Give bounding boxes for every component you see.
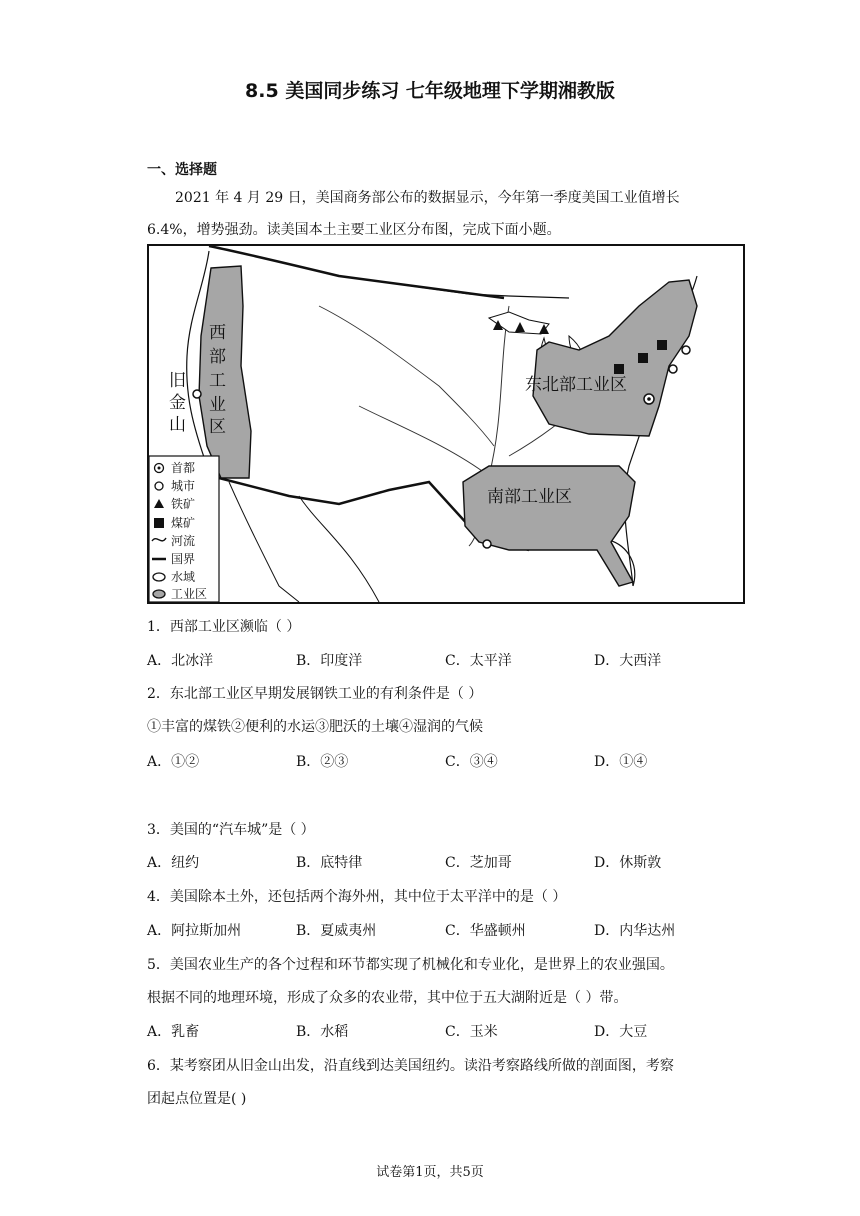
q4-option-d[interactable]: D．内华达州 xyxy=(594,923,676,939)
question-5-cont: 根据不同的地理环境，形成了众多的农业带，其中位于五大湖附近是（ ）带。 xyxy=(147,990,628,1006)
coal-icon xyxy=(614,364,624,374)
legend-industry: 工业区 xyxy=(171,587,208,601)
page-title: 8.5 美国同步练习 七年级地理下学期湘教版 xyxy=(245,80,615,102)
q3-option-a[interactable]: A．纽约 xyxy=(147,855,200,871)
west-label-5: 区 xyxy=(209,417,226,437)
intro-line-2: 6.4%，增势强劲。读美国本土主要工业区分布图，完成下面小题。 xyxy=(147,222,561,238)
question-6-cont: 团起点位置是( ) xyxy=(147,1091,247,1107)
coal-icon xyxy=(657,340,667,350)
question-4: 4．美国除本土外，还包括两个海外州，其中位于太平洋中的是（ ） xyxy=(147,889,567,905)
legend-industry-icon xyxy=(153,590,165,598)
q3-option-d[interactable]: D．休斯敦 xyxy=(594,855,662,871)
q3-option-b[interactable]: B．底特律 xyxy=(296,855,363,871)
q2-option-c[interactable]: C．③④ xyxy=(445,754,498,770)
city-label-2: 金 xyxy=(169,393,186,413)
q5-option-c[interactable]: C．玉米 xyxy=(445,1024,498,1040)
q4-option-c[interactable]: C．华盛顿州 xyxy=(445,923,526,939)
city-icon xyxy=(682,346,690,354)
west-label-2: 部 xyxy=(209,347,226,367)
q3-option-c[interactable]: C．芝加哥 xyxy=(445,855,512,871)
section-heading: 一、选择题 xyxy=(147,162,217,178)
city-label-3: 山 xyxy=(169,415,186,435)
q4-option-b[interactable]: B．夏威夷州 xyxy=(296,923,377,939)
region-northeast xyxy=(533,280,697,436)
west-label-1: 西 xyxy=(209,323,226,343)
region-south xyxy=(463,466,635,586)
city-label-1: 旧 xyxy=(169,371,186,391)
map-legend xyxy=(149,456,219,602)
city-icon xyxy=(669,365,677,373)
legend-water: 水域 xyxy=(171,570,196,584)
q1-option-a[interactable]: A．北冰洋 xyxy=(147,653,214,669)
legend-city-icon xyxy=(155,482,163,490)
intro-line-1: 2021 年 4 月 29 日，美国商务部公布的数据显示，今年第一季度美国工业值增长 xyxy=(175,190,680,206)
map-drawing xyxy=(149,246,743,602)
question-2: 2．东北部工业区早期发展钢铁工业的有利条件是（ ） xyxy=(147,686,483,702)
question-6: 6．某考察团从旧金山出发，沿直线到达美国纽约。读沿考察路线所做的剖面图，考察 xyxy=(147,1058,674,1074)
q4-option-a[interactable]: A．阿拉斯加州 xyxy=(147,923,242,939)
q5-option-d[interactable]: D．大豆 xyxy=(594,1024,648,1040)
south-label: 南部工业区 xyxy=(487,487,572,507)
question-3: 3．美国的“汽车城”是（ ） xyxy=(147,822,315,838)
q2-option-a[interactable]: A．①② xyxy=(147,754,200,770)
west-label-4: 业 xyxy=(209,395,226,415)
question-5: 5．美国农业生产的各个过程和环节都实现了机械化和专业化，是世界上的农业强国。 xyxy=(147,957,674,973)
q2-option-d[interactable]: D．①④ xyxy=(594,754,648,770)
q5-option-a[interactable]: A．乳畜 xyxy=(147,1024,200,1040)
legend-water-icon xyxy=(153,573,165,581)
q1-option-d[interactable]: D．大西洋 xyxy=(594,653,662,669)
q5-option-b[interactable]: B．水稻 xyxy=(296,1024,349,1040)
q2-option-b[interactable]: B．②③ xyxy=(296,754,349,770)
coal-icon xyxy=(638,353,648,363)
q1-option-c[interactable]: C．太平洋 xyxy=(445,653,512,669)
legend-iron: 铁矿 xyxy=(171,497,196,511)
us-industrial-map xyxy=(147,244,745,604)
q1-option-b[interactable]: B．印度洋 xyxy=(296,653,363,669)
northeast-label: 东北部工业区 xyxy=(525,375,627,395)
west-label-3: 工 xyxy=(209,371,226,391)
legend-border: 国界 xyxy=(171,552,196,566)
legend-city: 城市 xyxy=(171,479,196,493)
legend-capital: 首都 xyxy=(171,461,196,475)
legend-coal-icon xyxy=(154,518,164,528)
city-icon xyxy=(193,390,201,398)
page-footer: 试卷第1页，共5页 xyxy=(376,1165,484,1180)
question-1: 1．西部工业区濒临（ ） xyxy=(147,619,301,635)
legend-river: 河流 xyxy=(171,534,196,548)
city-icon xyxy=(483,540,491,548)
question-2-conditions: ①丰富的煤铁②便利的水运③肥沃的土壤④湿润的气候 xyxy=(147,719,483,735)
legend-coal: 煤矿 xyxy=(171,516,196,530)
